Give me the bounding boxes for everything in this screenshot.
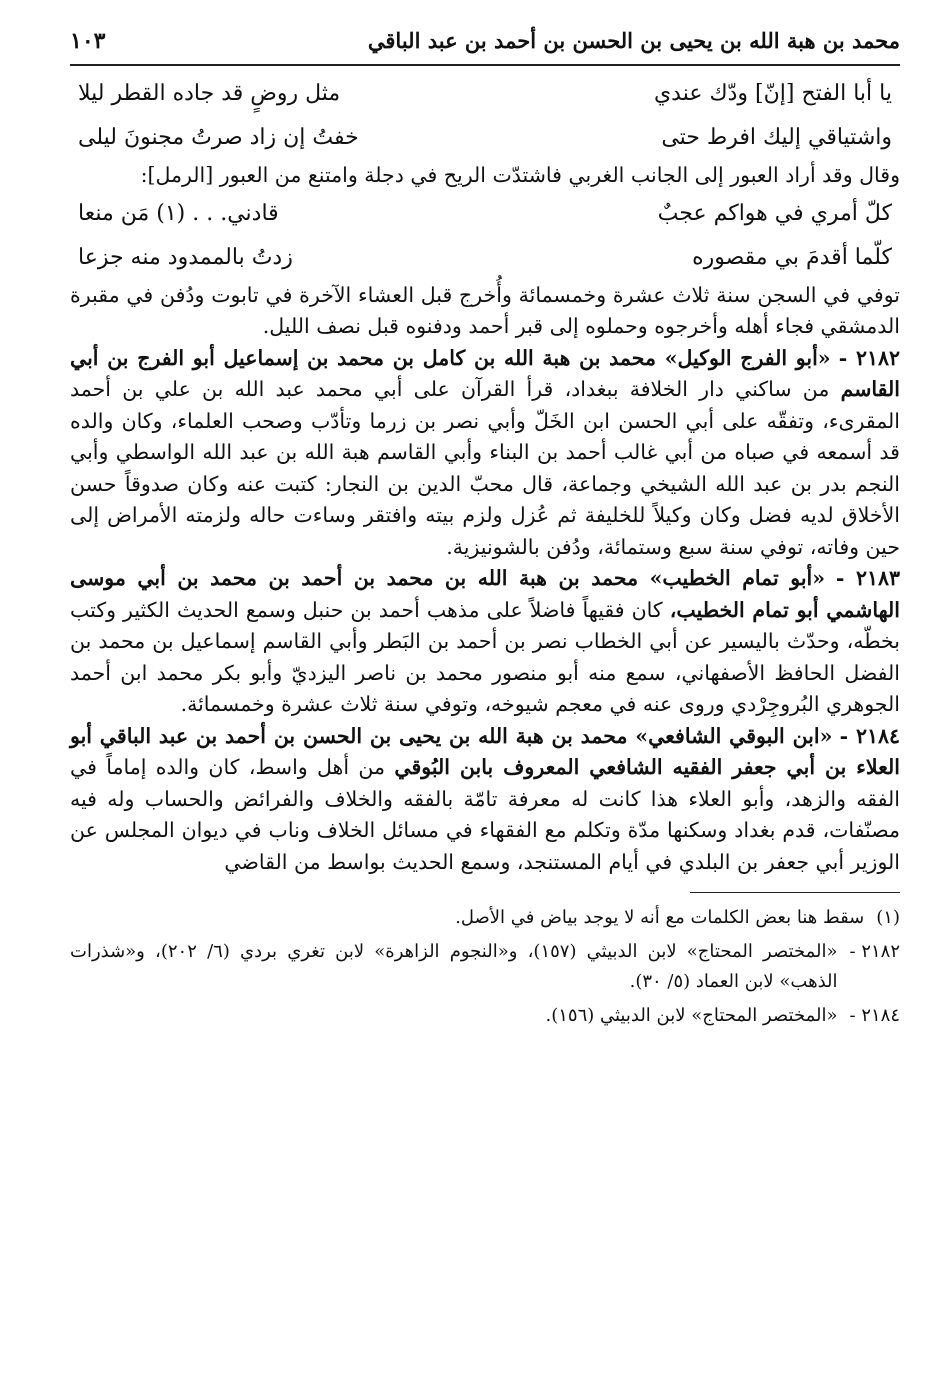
footnote-mark: ٢١٨٢ - [849,941,900,962]
footnote-mark: (١) [876,907,900,928]
verse-second-hemistich: زدتُ بالممدود منه جزعا [78,244,293,270]
entry-number: ٢١٨٢ - [838,345,900,370]
verse-first-hemistich: واشتياقي إليك افرط حتى [661,125,892,150]
footnote [70,903,900,933]
verse-first-hemistich: كلّما أقدمَ بي مقصوره [692,244,892,270]
verse-first-hemistich: يا أبا الفتح [إنّ] ودّك عندي [653,81,892,106]
verse-first-hemistich: كلّ أمري في هواكم عجبٌ [657,200,892,226]
verse-second-hemistich: خفتُ إن زاد صرتُ مجنونَ ليلى [78,125,359,150]
verse-line [70,72,900,116]
page-number: ١٠٣ [70,28,106,54]
footnote-divider [690,892,900,893]
footnote [70,937,900,997]
entry-heading: «ابن البوقي الشافعي» محمد بن هبة الله بن يحيى بن الحسن بن أحمد بن عبد الباقي أبو العلاء بن أبي جعفر الفقيه الشافعي المعروف بابن البُوقي [70,723,900,779]
footnote-text: «المختصر المحتاج» لابن الدبيثي (١٥٦). [545,1005,838,1026]
entry-2182 [70,343,900,564]
entry-number: ٢١٨٤ - [839,723,900,748]
verse-line [70,236,900,280]
entry-body: كان فقيهاً فاضلاً على مذهب أحمد بن حنبل وسمع الحديث الكثير وكتب بخطّه، وحدّث باليسير عن أبي الخطاب نصر بن أحمد بن البَطر وأبي القاسم إسماعيل بن محمد بن الفضل الحافظ الأصفهاني، سمع منه أبو منصور محمد بن ناصر اليزديّ وأبو بكر محمد ابن أحمد الجوهري البُروجِرْدي وروى عنه في معجم شيوخه، وتوفي سنة ثلاث عشرة وخمسمائة. [70,597,900,716]
entry-body: من أهل واسط، كان والده إماماً في الفقه والزهد، وأبو العلاء هذا كانت له معرفة تامّة بالفقه والخلاف والفرائض والحساب وله فيه مصنّفات، قدم بغداد وسكنها مدّة وتكلم مع الفقهاء في مسائل الخلاف وناب في ديوان المجلس عن الوزير أبي جعفر بن البلدي في أيام المستنجد، وسمع الحديث بواسط من القاضي [70,755,900,874]
verse-line [70,192,900,236]
poem-1 [70,72,900,160]
verse-line [70,116,900,160]
entry-2183 [70,563,900,721]
running-title: محمد بن هبة الله بن يحيى بن الحسن بن أحمد بن عبد الباقي [367,28,900,53]
verse-second-hemistich: مثل روضٍ قد جاده القطر ليلا [78,81,341,106]
entry-number: ٢١٨٣ - [835,566,900,590]
footnote [70,1001,900,1031]
footnote-mark: ٢١٨٤ - [849,1005,900,1026]
entry-body: من ساكني دار الخلافة ببغداد، قرأ القرآن على أبي محمد عبد الله بن علي بن أحمد المقرىء، وتفقّه على أبي الحسن ابن الخَلّ وأبي نصر بن زرما وتأدّب وصحب العلماء، وكان والده قد أسمعه في صباه من أبي غالب أحمد بن البناء وأبي القاسم هبة الله بن عبد الله الواسطي وأبي النجم بدر بن عبد الله الشيخي وجماعة، قال محبّ الدين بن النجار: كتبت عنه وكان صدوقاً حسن الأخلاق لديه فضل وكان وكيلاً للخليفة ثم عُزل ولزم بيته وافتقر وساءت حاله ولزمته الأمراض إلى حين وفاته، توفي سنة سبع وستمائة، ودُفن بالشونيزية. [70,377,900,559]
book-page [70,28,900,1035]
poem-2 [70,192,900,280]
death-note: توفي في السجن سنة ثلاث عشرة وخمسمائة وأُخرج قبل العشاء الآخرة في تابوت ودُفن في مقبرة الدمشقي فجاء أهله وأخرجوه وحملوه إلى قبر أحمد ودفنوه قبل نصف الليل. [70,282,900,338]
entry-2184 [70,721,900,879]
entry-heading: «أبو الفرج الوكيل» محمد بن هبة الله بن كامل بن محمد بن إسماعيل أبو الفرج بن أبي القاسم [70,345,900,401]
verse-second-hemistich: قادني. . . (١) مَن منعا [78,200,279,226]
poem-intro: وقال وقد أراد العبور إلى الجانب الغربي فاشتدّت الريح في دجلة وامتنع من العبور [الرمل]: [140,163,900,187]
footnote-text: سقط هنا بعض الكلمات مع أنه لا يوجد بياض في الأصل. [455,907,865,928]
footnotes [70,903,900,1031]
footnote-text: «المختصر المحتاج» لابن الدبيثي (١٥٧)، و«النجوم الزاهرة» لابن تغري بردي (٦/ ٢٠٢)، و«شذرات الذهب» لابن العماد (٥/ ٣٠). [70,941,838,992]
entry-heading: «أبو تمام الخطيب» محمد بن هبة الله بن محمد بن أحمد بن محمد بن أبي موسى الهاشمي أبو تمام الخطيب، [70,566,901,622]
running-header [70,28,900,66]
